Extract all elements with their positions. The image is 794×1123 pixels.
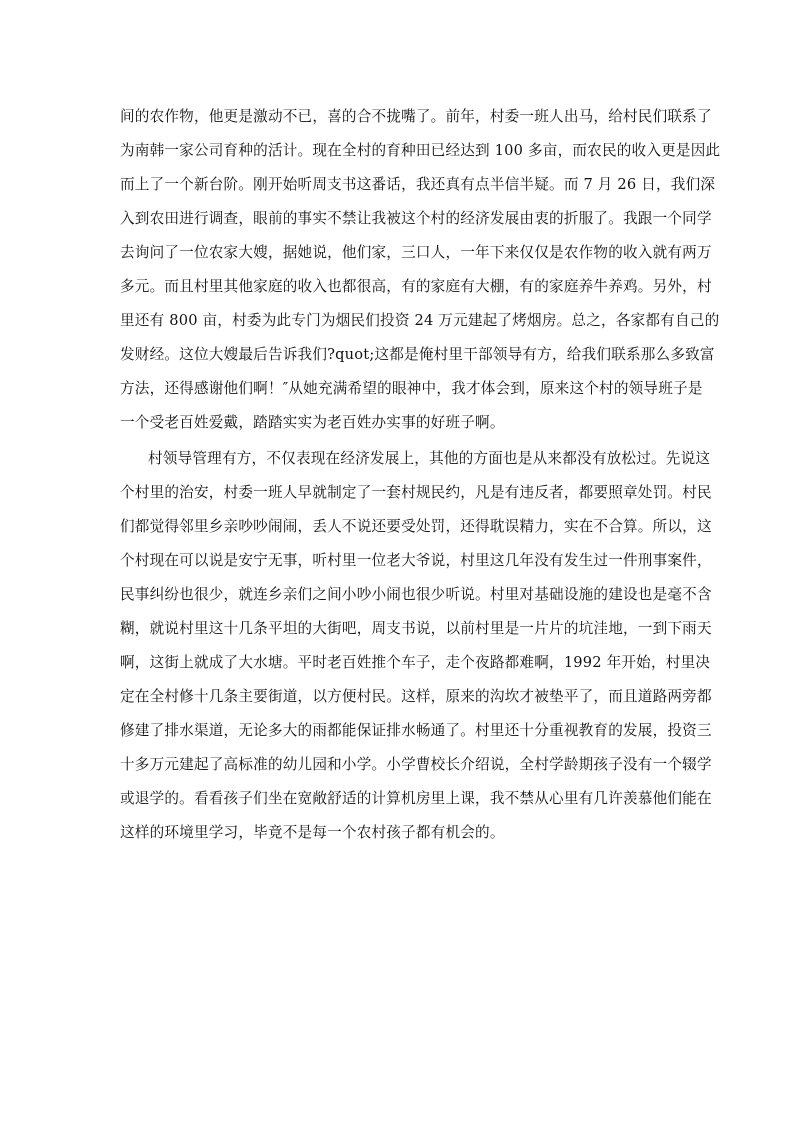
text-line-indented: 村领导管理有方，不仅表现在经济发展上，其他的方面也是从来都没有放松过。先说这: [148, 450, 711, 467]
text-line: 个村现在可以说是安宁无事，听村里一位老大爷说，村里这几年没有发生过一件刑事案件，: [120, 552, 712, 569]
text-line: 一个受老百姓爱戴，踏踏实实为老百姓办实事的好班子啊。: [120, 414, 505, 431]
text-line: 方法，还得感谢他们啊！″从她充满希望的眼神中，我才体会到，原来这个村的领导班子是: [120, 380, 703, 397]
text-line: 间的农作物，他更是激动不已，喜的合不拢嘴了。前年，村委一班人出马，给村民们联系了: [120, 108, 712, 125]
text-line: 定在全村修十几条主要街道，以方便村民。这样，原来的沟坎才被垫平了，而且道路两旁都: [120, 688, 712, 705]
text-line: 多元。而且村里其他家庭的收入也都很高，有的家庭有大棚，有的家庭养牛养鸡。另外，村: [120, 278, 712, 295]
text-line: 入到农田进行调查，眼前的事实不禁让我被这个村的经济发展由衷的折服了。我跟一个同学: [120, 210, 712, 227]
text-line: 发财经。这位大嫂最后告诉我们?quot;这都是俺村里干部领导有方，给我们联系那么多致富: [120, 346, 715, 363]
text-line: 这样的环境里学习，毕竟不是每一个农村孩子都有机会的。: [120, 824, 505, 841]
text-line: 啊，这街上就成了大水塘。平时老百姓推个车子，走个夜路都难啊，1992 年开始，村里决: [120, 654, 711, 671]
text-line: 糊，就说村里这十几条平坦的大街吧，周支书说，以前村里是一片片的坑洼地，一到下雨天: [120, 620, 712, 637]
text-line: 个村里的治安，村委一班人早就制定了一套村规民约，凡是有违反者，都要照章处罚。村民: [120, 484, 712, 501]
text-line: 民事纠纷也很少，就连乡亲们之间小吵小闹也很少听说。村里对基础设施的建设也是毫不含: [120, 586, 712, 603]
text-line: 而上了一个新台阶。刚开始听周支书这番话，我还真有点半信半疑。而 7 月 26 日，我们深: [120, 176, 716, 193]
text-line: 或退学的。看看孩子们坐在宽敞舒适的计算机房里上课，我不禁从心里有几许羡慕他们能在: [120, 790, 712, 807]
text-line: 里还有 800 亩，村委为此专门为烟民们投资 24 万元建起了烤烟房。总之，各家都有自己的: [120, 312, 720, 329]
text-line: 为南韩一家公司育种的活计。现在全村的育种田已经达到 100 多亩，而农民的收入更是因此: [120, 142, 721, 159]
text-line: 去询问了一位农家大嫂，据她说，他们家，三口人，一年下来仅仅是农作物的收入就有两万: [120, 244, 712, 261]
text-line: 们都觉得邻里乡亲吵吵闹闹，丢人不说还要受处罚，还得耽误精力，实在不合算。所以，这: [120, 518, 712, 535]
text-line: 修建了排水渠道，无论多大的雨都能保证排水畅通了。村里还十分重视教育的发展，投资三: [120, 722, 712, 739]
text-line: 十多万元建起了高标准的幼儿园和小学。小学曹校长介绍说，全村学龄期孩子没有一个辍学: [120, 756, 712, 773]
